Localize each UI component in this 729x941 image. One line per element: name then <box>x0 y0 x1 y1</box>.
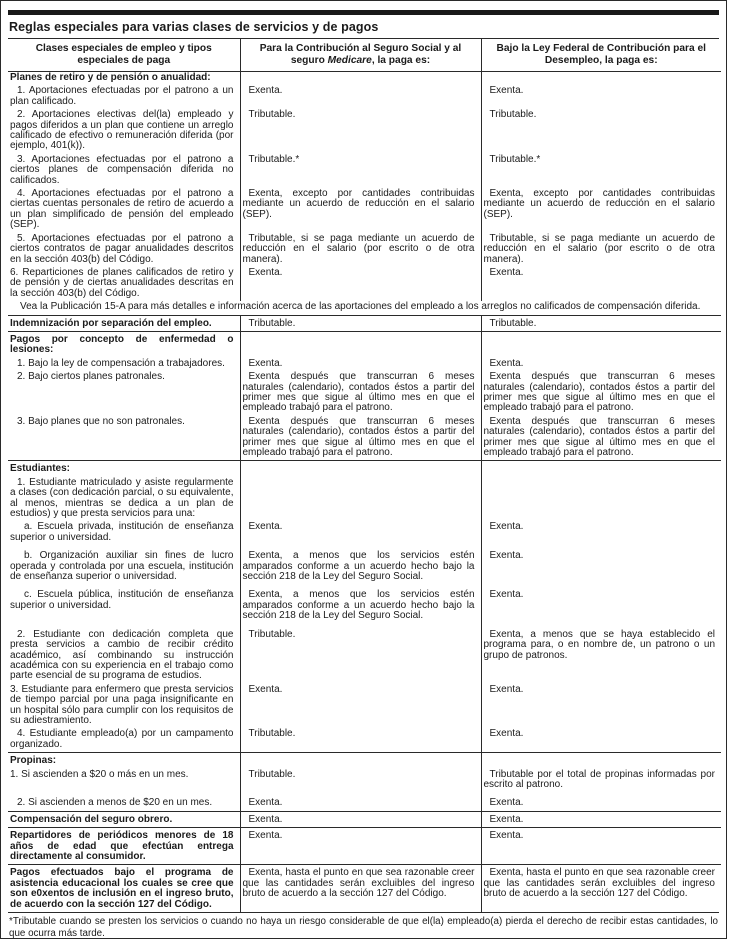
table-row <box>8 624 721 684</box>
cell-futa-status <box>481 461 721 477</box>
cell-ss-medicare-status: Exenta. <box>240 85 481 109</box>
cell-futa-status: Exenta. <box>481 828 721 865</box>
cell-ss-medicare-status: Tributable, si se paga mediante un acuerdo de reducción en el salario (por escrito o de otra manera). <box>240 233 481 267</box>
cell-futa-status: Exenta, excepto por cantidades contribuidas mediante un acuerdo de reducción en el salario (SEP). <box>481 188 721 233</box>
cell-ss-medicare-status <box>240 461 481 477</box>
cell-futa-status: Exenta. <box>481 267 721 301</box>
cell-ss-medicare-status: Tributable. <box>240 728 481 752</box>
cell-ss-medicare-status: Exenta, a menos que los servicios estén amparados conforme a un acuerdo hecho bajo la sección 218 de la Ley del Seguro Social. <box>240 584 481 623</box>
cell-employment-class: b. Organización auxiliar sin fines de lucro operada y controlada por una escuela, institución de enseñanza superior o universidad. <box>10 550 234 583</box>
column-header-text: Bajo la Ley Federal de Contribución para el Desempleo, la paga es: <box>496 43 706 66</box>
table-row <box>8 315 721 331</box>
column-header-text: Para la Contribución al Seguro Social y al seguro <box>259 43 462 66</box>
cell-employment-class: Estudiantes: <box>8 461 240 477</box>
cell-ss-medicare-status: Exenta. <box>240 267 481 301</box>
table-row <box>8 371 721 416</box>
cell-employment-class: 4. Aportaciones efectuadas por el patrono a ciertas cuentas personales de retiro de acuerdo a un plan simplificado de pensión del empleado (SEP). <box>10 188 234 231</box>
table-row <box>8 811 721 827</box>
column-header-text: Clases especiales de empleo y tipos especiales de paga <box>35 43 212 66</box>
cell-futa-status: Exenta. <box>481 792 721 811</box>
table-row <box>8 416 721 461</box>
table-row <box>8 331 721 357</box>
cell-ss-medicare-status: Exenta, excepto por cantidades contribuidas mediante un acuerdo de reducción en el salario (SEP). <box>240 188 481 233</box>
cell-ss-medicare-status: Tributable.* <box>240 154 481 188</box>
cell-employment-class: Propinas: <box>8 753 240 769</box>
table-row <box>8 769 721 793</box>
cell-ss-medicare-status: Exenta. <box>240 792 481 811</box>
cell-futa-status: Exenta. <box>481 811 721 827</box>
cell-employment-class: Planes de retiro y de pensión o anualidad: <box>10 72 211 83</box>
cell-ss-medicare-status: Tributable. <box>240 624 481 684</box>
table-row <box>8 188 721 233</box>
cell-futa-status: Exenta después que transcurran 6 meses naturales (calendario), contados éstos a partir del primer mes que sigue al último mes en que el empleado trabajó para el patrono. <box>481 371 721 416</box>
cell-ss-medicare-status: Exenta después que transcurran 6 meses naturales (calendario), contados éstos a partir del primer mes que sigue al último mes en que el empleado trabajó para el patrono. <box>240 416 481 461</box>
footnote: *Tributable cuando se presten los servicios o cuando no haya un riesgo considerable de que el(la) empleado(a) pierda el derecho de recibir estas cantidades, lo que ocurra más tarde. <box>8 912 719 939</box>
cell-employment-class: Compensación del seguro obrero. <box>8 811 240 827</box>
cell-futa-status: Exenta después que transcurran 6 meses naturales (calendario), contados éstos a partir del primer mes que sigue al último mes en que el empleado trabajó para el patrono. <box>481 416 721 461</box>
cell-ss-medicare-status: Exenta después que transcurran 6 meses naturales (calendario), contados éstos a partir del primer mes que sigue al último mes en que el empleado trabajó para el patrono. <box>240 371 481 416</box>
cell-employment-class: Pagos por concepto de enfermedad o lesiones: <box>8 331 240 357</box>
cell-futa-status <box>481 331 721 357</box>
cell-employment-class: 3. Aportaciones efectuadas por el patrono a ciertos planes de compensación diferida no calificados. <box>10 153 234 186</box>
cell-futa-status: Tributable. <box>481 109 721 154</box>
cell-futa-status: Tributable por el total de propinas informadas por escrito al patrono. <box>481 769 721 793</box>
table-row <box>8 753 721 769</box>
column-header-social-security-medicare <box>240 39 481 72</box>
cell-ss-medicare-status <box>240 477 481 522</box>
cell-employment-class: 6. Reparticiones de planes calificados de retiro y de pensión y de ciertas anualidades descritas en la sección 403(b) del Código. <box>10 266 234 299</box>
cell-futa-status: Tributable. <box>481 315 721 331</box>
cell-futa-status: Exenta, a menos que se haya establecido el programa para, o en nombre de, un patrono o un grupo de patronos. <box>481 624 721 684</box>
cell-ss-medicare-status: Exenta. <box>240 811 481 827</box>
table-row <box>8 728 721 752</box>
cell-ss-medicare-status: Tributable. <box>240 769 481 793</box>
cell-employment-class: Indemnización por separación del empleo. <box>8 315 240 331</box>
table-row <box>8 521 721 545</box>
cell-employment-class: Repartidores de periódicos menores de 18 años de edad que efectúan entrega directamente al consumidor. <box>8 828 240 865</box>
column-header-employment-class <box>8 39 240 72</box>
cell-ss-medicare-status <box>240 331 481 357</box>
cell-futa-status <box>481 72 721 86</box>
table-row <box>8 267 721 301</box>
table-header-row <box>8 39 721 72</box>
cell-ss-medicare-status: Exenta. <box>240 521 481 545</box>
cell-employment-class: 1. Aportaciones efectuadas por el patrono a un plan calificado. <box>10 85 234 107</box>
cell-futa-status: Exenta, hasta el punto en que sea razonable creer que las cantidades serán excluibles del ingreso bruto de acuerdo a la sección 127 del Código. <box>481 865 721 912</box>
table-row <box>8 109 721 154</box>
column-header-italic-text: Medicare <box>327 54 372 66</box>
table-row <box>8 545 721 584</box>
cell-ss-medicare-status: Exenta. <box>240 828 481 865</box>
table-body <box>8 72 721 913</box>
cell-employment-class: 4. Estudiante empleado(a) por un campamento organizado. <box>10 728 234 750</box>
cell-ss-medicare-status: Tributable. <box>240 315 481 331</box>
column-header-futa <box>481 39 721 72</box>
cell-futa-status: Exenta. <box>481 85 721 109</box>
cell-ss-medicare-status: Exenta. <box>240 358 481 371</box>
cell-employment-class: 5. Aportaciones efectuadas por el patrono a ciertos contratos de pagar anualidades descritos en la sección 403(b) del Código. <box>10 232 234 265</box>
table-row <box>8 72 721 86</box>
cell-futa-status: Exenta. <box>481 728 721 752</box>
cell-futa-status: Tributable.* <box>481 154 721 188</box>
cell-futa-status: Exenta. <box>481 521 721 545</box>
cell-employment-class: 2. Aportaciones electivas del(la) empleado y pagos diferidos a un plan que contiene un arreglo calificado de efectivo o remuneración diferida (por ejemplo, 401(k)). <box>10 109 234 152</box>
cell-ss-medicare-status: Exenta, a menos que los servicios estén amparados conforme a un acuerdo hecho bajo la sección 218 de la Ley del Seguro Social. <box>240 545 481 584</box>
cell-futa-status <box>481 477 721 522</box>
cell-futa-status: Exenta. <box>481 684 721 729</box>
cell-employment-class: Pagos efectuados bajo el programa de asistencia educacional los cuales se cree que son e0xentos de inclusión en el ingreso bruto, de acuerdo con la sección 127 del Código. <box>8 865 240 912</box>
note-cell: Vea la Publicación 15-A para más detalles e información acerca de las aportaciones del empleado a los arreglos no calificados de compensación diferida. <box>20 301 701 313</box>
table-row <box>8 358 721 371</box>
cell-ss-medicare-status <box>240 753 481 769</box>
table-row <box>8 684 721 729</box>
table-row <box>8 154 721 188</box>
note-row <box>8 301 721 315</box>
table-row <box>8 828 721 865</box>
cell-employment-class: 1. Estudiante matriculado y asiste regularmente a clases (con dedicación parcial, o su equivalente, al menos, mientras se dedica a un plan de estudios) y que presta servicios para una: <box>10 476 234 520</box>
cell-ss-medicare-status: Exenta, hasta el punto en que sea razonable creer que las cantidades serán excluibles del ingreso bruto de acuerdo a la sección 127 del Código. <box>240 865 481 912</box>
cell-employment-class: 1. Si ascienden a $20 o más en un mes. <box>10 768 189 780</box>
table-row <box>8 584 721 623</box>
table-row <box>8 233 721 267</box>
table-row <box>8 792 721 811</box>
page-title: Reglas especiales para varias clases de servicios y de pagos <box>8 15 719 39</box>
cell-employment-class: a. Escuela privada, institución de enseñanza superior o universidad. <box>10 521 234 543</box>
table-row <box>8 461 721 477</box>
cell-employment-class: 3. Estudiante para enfermero que presta servicios de tiempo parcial por una paga insignificante en un hospital sólo para cumplir con los requisitos de su adiestramiento. <box>10 683 234 726</box>
cell-ss-medicare-status: Exenta. <box>240 684 481 729</box>
cell-futa-status: Exenta. <box>481 358 721 371</box>
cell-employment-class: 1. Bajo la ley de compensación a trabajadores. <box>17 357 225 369</box>
cell-employment-class: 3. Bajo planes que no son patronales. <box>17 415 185 427</box>
table-row <box>8 865 721 912</box>
cell-futa-status: Exenta. <box>481 584 721 623</box>
cell-ss-medicare-status: Tributable. <box>240 109 481 154</box>
special-rules-table <box>8 39 721 912</box>
cell-employment-class: 2. Bajo ciertos planes patronales. <box>17 371 165 383</box>
cell-ss-medicare-status <box>240 72 481 86</box>
table-row <box>8 477 721 522</box>
cell-employment-class: 2. Si ascienden a menos de $20 en un mes. <box>17 797 213 809</box>
column-header-text: , la paga es: <box>371 54 431 66</box>
cell-futa-status <box>481 753 721 769</box>
cell-employment-class: c. Escuela pública, institución de enseñanza superior o universidad. <box>10 589 234 611</box>
cell-futa-status: Tributable, si se paga mediante un acuerdo de reducción en el salario (por escrito o de otra manera). <box>481 233 721 267</box>
cell-employment-class: 2. Estudiante con dedicación completa que presta servicios a cambio de recibir crédito académico, así combinando su instrucción académica con su experiencia en el trabajo como parte esencial de su programa de estudios. <box>10 628 234 682</box>
cell-futa-status: Exenta. <box>481 545 721 584</box>
table-row <box>8 85 721 109</box>
